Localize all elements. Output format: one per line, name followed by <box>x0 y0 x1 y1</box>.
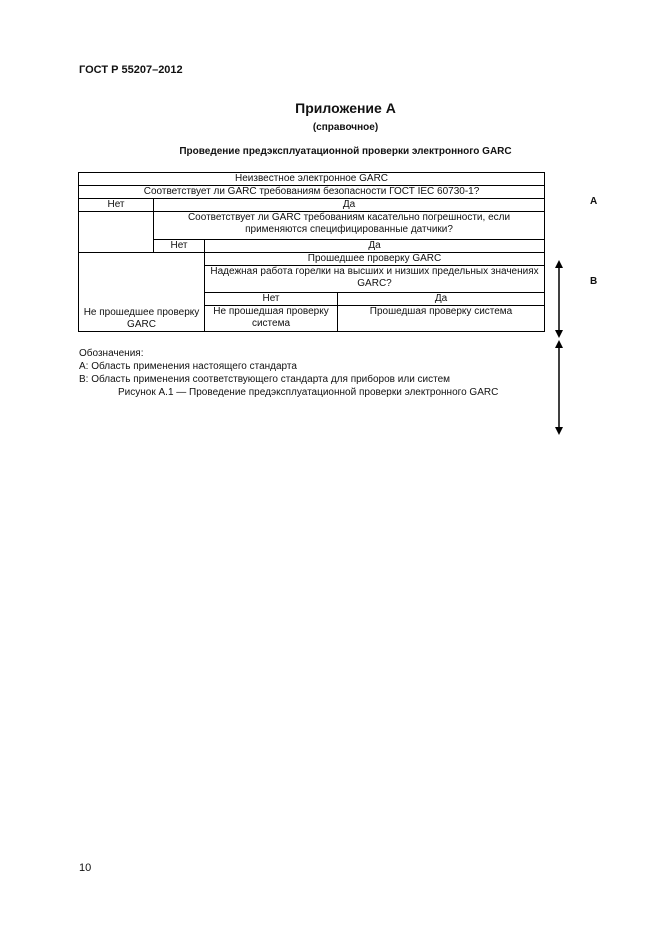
accuracy-no-cell: Нет <box>154 240 205 253</box>
passed-system-cell: Прошедшая проверку система <box>338 306 545 332</box>
burner-question-cell: Надежная работа горелки на высших и низших предельных значениях GARC? <box>205 266 545 293</box>
legend-item-a: А: Область применения настоящего стандарта <box>79 361 297 372</box>
scope-continuation-arrow <box>552 340 566 435</box>
scope-b-arrow <box>552 260 566 338</box>
safety-yes-cell: Да <box>154 199 545 212</box>
safety-question-cell: Соответствует ли GARC требованиям безопасности ГОСТ IEC 60730-1? <box>79 186 545 199</box>
unknown-garc-cell: Неизвестное электронное GARC <box>79 173 545 186</box>
appendix-subtitle: (справочное) <box>312 122 379 133</box>
legend <box>79 347 450 386</box>
failed-system-cell: Не прошедшая проверку система <box>205 306 338 332</box>
legend-heading: Обозначения: <box>79 348 144 359</box>
accuracy-question-cell: Соответствует ли GARC требованиям касательно погрешности, если применяются специфицированные датчики? <box>154 212 545 240</box>
flowchart-table <box>78 172 545 332</box>
legend-item-b: В: Область применения соответствующего стандарта для приборов или систем <box>79 374 451 385</box>
page-number: 10 <box>79 862 92 874</box>
accuracy-yes-cell: Да <box>205 240 545 253</box>
empty-left-cell <box>79 212 154 253</box>
standard-code: ГОСТ Р 55207–2012 <box>79 64 183 76</box>
appendix-title: Приложение А <box>295 100 396 116</box>
scope-label-b: B <box>590 276 598 287</box>
figure-heading: Проведение предэксплуатационной проверки электронного GARC <box>179 146 512 157</box>
burner-no-cell: Нет <box>205 293 338 306</box>
burner-yes-cell: Да <box>338 293 545 306</box>
scope-label-a: A <box>590 196 598 207</box>
failed-garc-cell: Не прошедшее проверку GARC <box>79 253 205 332</box>
safety-no-cell: Нет <box>79 199 154 212</box>
passed-garc-cell: Прошедшее проверку GARC <box>205 253 545 266</box>
figure-caption: Рисунок А.1 — Проведение предэксплуатационной проверки электронного GARC <box>118 387 499 398</box>
